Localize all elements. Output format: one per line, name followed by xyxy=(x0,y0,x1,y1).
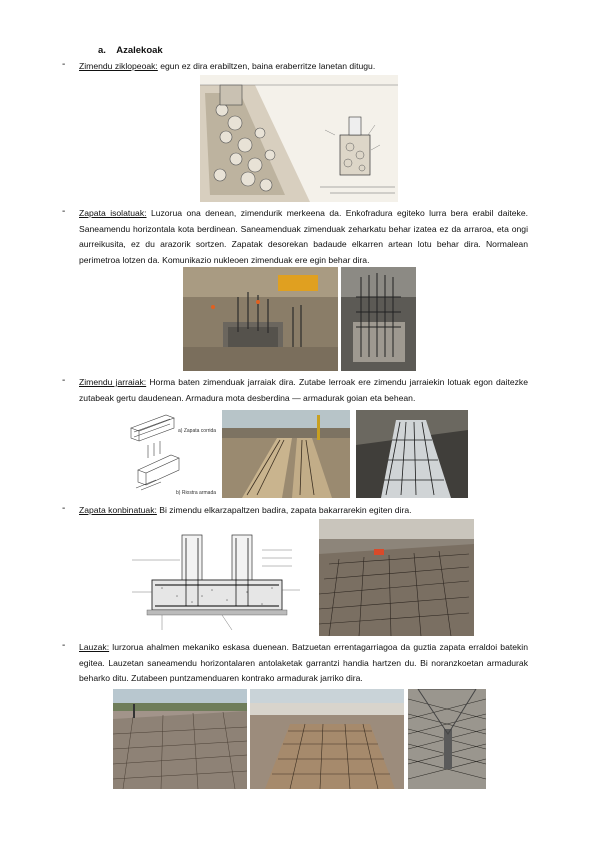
continuous-footing-trench-photo xyxy=(356,410,468,498)
bullet: - xyxy=(62,375,66,386)
slab-site-photo-1 xyxy=(113,689,247,789)
list-item-isolated-footings xyxy=(62,206,528,268)
section-heading xyxy=(98,45,163,56)
term: Zimendu jarraiak: xyxy=(79,377,147,387)
paragraph xyxy=(79,640,528,687)
paragraph xyxy=(79,375,528,406)
list-item-slabs xyxy=(62,640,528,687)
continuous-footing-diagram xyxy=(126,410,221,498)
paragraph xyxy=(79,206,528,268)
slab-rebar-photo xyxy=(408,689,486,789)
description: Bi zimendu elkarzapaltzen badira, zapata bakarrarekin egiten dira. xyxy=(156,505,412,515)
continuous-footing-site-photo xyxy=(222,410,350,498)
section-title: Azalekoak xyxy=(116,45,163,56)
slab-site-photo-2 xyxy=(250,689,404,789)
bullet: - xyxy=(62,206,66,217)
section-number: a. xyxy=(98,45,106,56)
term: Lauzak: xyxy=(79,642,110,652)
combined-footing-rebar-photo xyxy=(319,519,474,636)
figure-label-a: a) Zapata corrida xyxy=(178,428,217,434)
list-item-cyclopean xyxy=(62,59,528,75)
bullet: - xyxy=(62,503,66,514)
description: egun ez dira erabiltzen, baina eraberritze lanetan ditugu. xyxy=(157,61,376,71)
bullet: - xyxy=(62,640,66,651)
term: Zimendu ziklopeoak: xyxy=(79,61,158,71)
term: Zapata isolatuak: xyxy=(79,208,147,218)
combined-footing-section-diagram xyxy=(122,530,314,636)
description: Luzorua ona denean, zimendurik merkeena da. Enkofradura egiteko lurra bera erabil daiteke. Saneamendu horizontala kota berdinean. Saneamenduak zimenduak zeharkatu behar izatea ez da arraroa, eta ongi aurreikusita, ez du arazorik sortzen. Zapatak desorekan badaude elkarren artean lotu behar dira. Normalean perimetroa lotzen da. Komunikazio nukleoen zimenduak ere egin behar dira. xyxy=(79,208,529,265)
bullet: - xyxy=(62,59,66,70)
figure-label-b: b) Riostra armada xyxy=(176,490,217,496)
description: lurzorua ahalmen mekaniko eskasa duenean. Batzuetan errentagarriagoa da guztia zapata erraldoi batekin egitea. Lauzetan saneamendu horizontalaren antolaketak garrantzi handia hartzen du. Bi noranzkoetan armadurak beharko ditu. Zutabeen puntzamenduaren kontrako armadurak jarriko dira. xyxy=(79,642,528,683)
paragraph xyxy=(79,59,528,75)
cyclopean-foundation-illustration xyxy=(200,75,398,202)
description: Horma baten zimenduak jarraiak dira. Zutabe lerroak ere zimendu jarraiekin lotuak egon daitezke zutabeak gertu daudenean. Armadura mota desberdina — armadurak goian eta behean. xyxy=(79,377,528,403)
isolated-footing-rebar-photo xyxy=(341,267,416,371)
term: Zapata konbinatuak: xyxy=(79,505,157,515)
list-item-continuous-footings xyxy=(62,375,528,406)
isolated-footing-site-photo xyxy=(183,267,338,371)
paragraph xyxy=(79,503,528,519)
list-item-combined-footings xyxy=(62,503,528,519)
